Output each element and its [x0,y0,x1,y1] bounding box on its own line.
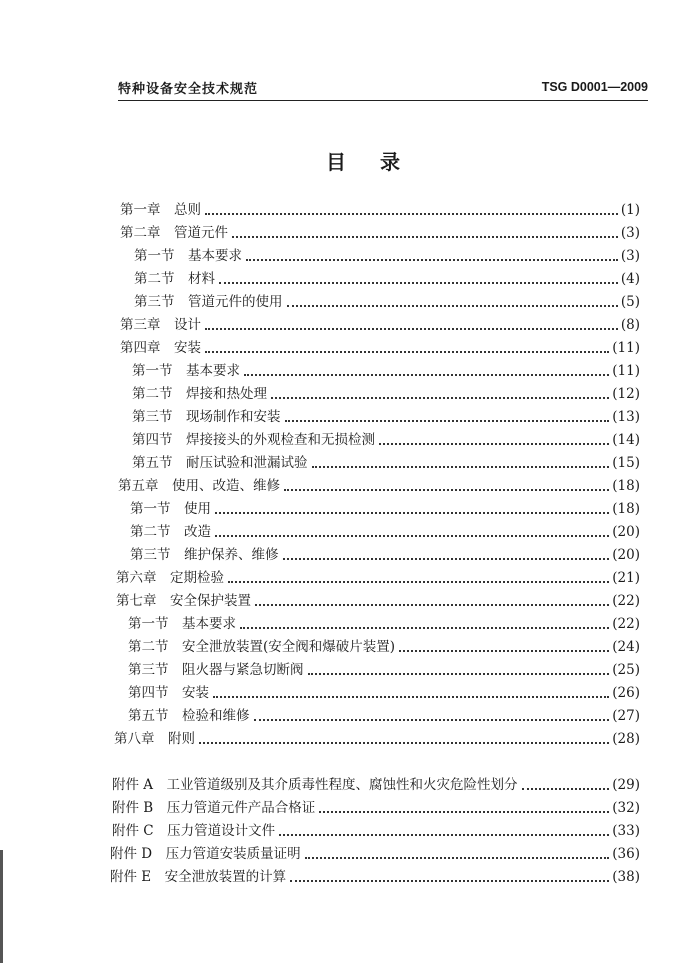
toc-entry [120,220,640,242]
dot-leader [246,259,618,261]
toc-entry-label: 第三节 现场制作和安装 [132,409,281,425]
toc-entry-page: (24) [612,639,640,655]
dot-leader [244,374,609,376]
header-title: 特种设备安全技术规范 [118,82,259,97]
toc-entry-page: (29) [612,777,640,793]
toc-entry [112,818,640,840]
header-standard-code: TSG D0001—2009 [541,80,648,94]
dot-leader [213,696,609,698]
dot-leader [284,489,609,491]
toc-entry-page: (15) [612,455,640,471]
toc-entry [132,381,640,403]
toc-entry [128,703,640,725]
toc-entry-label: 第一节 基本要求 [128,616,236,632]
dot-leader [271,397,609,399]
toc-entry-label: 第二节 材料 [134,271,215,287]
toc-entry-label: 附件 A 工业管道级别及其介质毒性程度、腐蚀性和火灾危险性划分 [112,777,518,793]
toc-entry-page: (5) [620,294,640,310]
dot-leader [255,604,609,606]
running-header [118,76,648,101]
dot-leader [285,420,610,422]
toc-entry-page: (11) [612,363,640,379]
toc-entry [118,473,640,495]
toc-entry [120,197,640,219]
toc-entry-label: 第四节 焊接接头的外观检查和无损检测 [132,432,375,448]
dot-leader [287,305,618,307]
toc-entry-label: 第二节 改造 [130,524,211,540]
toc-entry-label: 第一节 基本要求 [134,248,242,264]
toc-entry-label: 第三节 阻火器与紧急切断阀 [128,662,304,678]
toc-entry-label: 第四节 安装 [128,685,209,701]
toc-entry [132,450,640,472]
dot-leader [205,328,618,330]
toc-entry-label: 附件 B 压力管道元件产品合格证 [112,800,316,816]
toc-entry-label: 第一节 使用 [130,501,211,517]
toc-entry [132,427,640,449]
toc-entry [132,404,640,426]
toc-entry [112,772,640,794]
toc-entry [132,358,640,380]
toc-entry [134,289,640,311]
dot-leader [290,880,609,882]
dot-leader [228,581,609,583]
toc-entry [130,519,640,541]
toc-entry-page: (20) [612,547,640,563]
toc-entry-page: (32) [612,800,640,816]
toc-entry-label: 附件 E 安全泄放装置的计算 [110,869,287,885]
toc-entry-label: 第五节 检验和维修 [128,708,250,724]
toc-entry-page: (27) [612,708,640,724]
toc-entry-page: (22) [612,616,640,632]
toc-entry-page: (12) [612,386,640,402]
dot-leader [305,857,610,859]
toc-entry [128,611,640,633]
dot-leader [254,719,610,721]
toc-entry-label: 第五节 耐压试验和泄漏试验 [132,455,308,471]
toc-entry-page: (3) [620,248,640,264]
toc-entry-page: (21) [612,570,640,586]
toc-entry-page: (13) [612,409,640,425]
toc-entry-page: (4) [620,271,640,287]
toc-entry [120,335,640,357]
toc-entry-page: (38) [612,869,640,885]
toc-entry-label: 第二章 管道元件 [120,225,228,241]
toc-entry [130,496,640,518]
toc-entry [128,657,640,679]
dot-leader [319,811,609,813]
dot-leader [279,834,609,836]
toc-entry-label: 附件 D 压力管道安装质量证明 [110,846,301,862]
dot-leader [240,627,609,629]
toc-entry [134,243,640,265]
toc-entry [116,588,640,610]
dot-leader [205,351,609,353]
toc-entry [130,542,640,564]
toc-entry-page: (26) [612,685,640,701]
toc-entry-label: 第三章 设计 [120,317,201,333]
toc-entry-label: 附件 C 压力管道设计文件 [112,823,276,839]
dot-leader [283,558,610,560]
dot-leader [219,282,618,284]
dot-leader [215,512,609,514]
toc-entry-label: 第四章 安装 [120,340,201,356]
toc-entry [128,680,640,702]
toc-entry-label: 第二节 安全泄放装置(安全阀和爆破片装置) [128,639,396,655]
toc-entry-label: 第一节 基本要求 [132,363,240,379]
toc-entry-page: (36) [612,846,640,862]
toc-entry-page: (11) [612,340,640,356]
toc-entry [128,634,640,656]
toc-entry [134,266,640,288]
page-title: 目录 [326,150,434,174]
toc-entry-page: (28) [612,731,640,747]
dot-leader [399,650,609,652]
toc-entry-label: 第六章 定期检验 [116,570,224,586]
dot-leader [312,466,610,468]
toc-entry-page: (1) [620,202,640,218]
toc-entry-label: 第二节 焊接和热处理 [132,386,267,402]
dot-leader [215,535,609,537]
toc-entry-page: (25) [612,662,640,678]
toc-entry-page: (8) [620,317,640,333]
toc-entry-page: (22) [612,593,640,609]
toc-entry [110,864,640,886]
toc-entry [116,565,640,587]
scan-edge-mark [0,850,3,963]
toc-entry-page: (20) [612,524,640,540]
toc-entry [120,312,640,334]
toc-entry-label: 第三节 管道元件的使用 [134,294,283,310]
toc-entry [110,841,640,863]
toc-entry-page: (33) [612,823,640,839]
toc-entry-label: 第三节 维护保养、维修 [130,547,279,563]
toc-entry-page: (14) [612,432,640,448]
toc-entry-label: 第七章 安全保护装置 [116,593,251,609]
toc-entry [112,795,640,817]
toc-entry-label: 第八章 附则 [114,731,195,747]
toc-entry-page: (18) [612,501,640,517]
toc-entry-page: (18) [612,478,640,494]
toc-entry-label: 第一章 总则 [120,202,201,218]
dot-leader [308,673,610,675]
toc-entry [114,726,640,748]
toc-entry-page: (3) [620,225,640,241]
toc-entry-label: 第五章 使用、改造、维修 [118,478,280,494]
dot-leader [199,742,609,744]
dot-leader [379,443,609,445]
dot-leader [205,213,618,215]
dot-leader [522,788,610,790]
dot-leader [232,236,618,238]
